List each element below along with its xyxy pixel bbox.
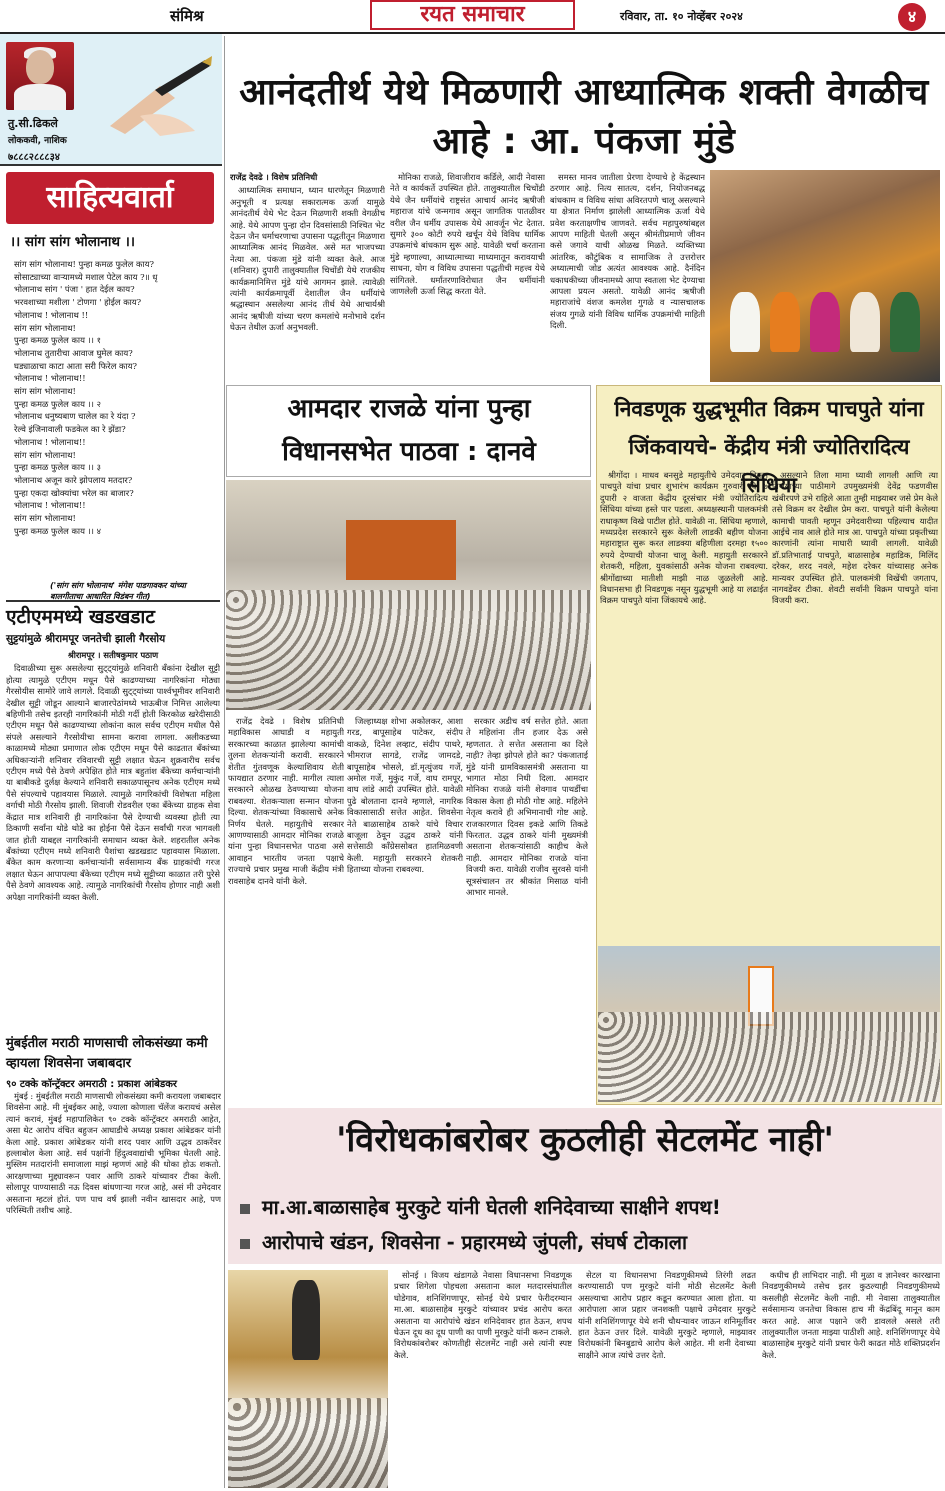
newspaper-name: रयत समाचार (370, 0, 575, 30)
column-divider (224, 36, 225, 1488)
virodh-col-1-text: सोनई । विजय खंडागळे नेवासा विधानसभा निवडणूक प्रचार शिगेला पोहचला असताना काल मतदारसंघातील घोडेगाव, शनिशिंगणापूर, सोनई येथे प्रचार फेरीदरम्यान मा.आ. बाळासाहेब मुरकुटे यांच्यावर प्रचंड आरोप करत असताना या आरोपांचे खंडन शनिदेवावर हात ठेऊन, शपथ घेऊन दूध का दूध पाणी का पाणी मुरकुटे यांनी करुन टाकले. विरोधकांबरोबर कोणतीही सेटलमेंट नाही असे त्यांनी स्पष्ट केले. (394, 1270, 572, 1360)
atm-byline: श्रीरामपूर । सतीषकुमार पठाण (67, 650, 159, 660)
author-phone: ७८८८२८८८३४ (8, 152, 60, 163)
poem-line: पुन्हा कमळ फुलेल काय ।। ४ (14, 525, 101, 536)
page-number: ४ (898, 3, 926, 31)
main-col-1-text: आध्यात्मिक समाधान, ध्यान धारणेतून मिळणारी अनुभूती व प्रत्यक्ष सकारात्मक ऊर्जा यामुळे आनंदतीर्थ येथे भेट देऊन मिळणारी शक्ती वेगळीच आहे. येथे आपण पुन्हा दोन दिवसांसाठी निश्चित भेट देऊन जैन धर्माचरणाचा उपासना पद्धतीतून मिळणारा आध्यात्मिक आनंद मिळवेल. असे मत भाजपच्या नेत्या आ. पंकजा मुंडे यांनी व्यक्त केले. आज (शनिवार) दुपारी तालुक्यातील चिचोंडी येथे राजकीय कार्यक्रमानिमित्त मुंडे यांचे आगमन झाले. त्यावेळी त्यांनी कार्यक्रमापूर्वी देशातील जैन धर्मीयांचे श्रद्धास्थान असलेल्या आनंद तीर्थ येथे आचार्यश्री आनंद ऋषीजी यांच्या चरण कमलांचे मनोभावे दर्शन घेऊन तेथील ऊर्जा अनुभवली. (230, 185, 385, 333)
poem-line: सांग सांग भोलानाथ! (14, 322, 76, 333)
mumbai-article (6, 1091, 221, 1486)
poem-line: पुन्हा एकदा खोक्यांचा भरेल का बाजार? (14, 487, 134, 498)
scindia-article-col-1 (600, 470, 768, 945)
poem-line: सांग सांग भोलानाथ! पुन्हा कमळ फुलेल काय? (14, 259, 154, 269)
poem-line: भोलानाथ अजून कारे झोपलाय मतदार? (14, 474, 133, 485)
danve-rally-photo (226, 480, 591, 710)
main-story-photo (710, 170, 940, 382)
poem-line: भोलानाथ सांग ' पंजा ' हात देईल काय? (14, 284, 135, 295)
scindia-col-1-text: श्रीगोंदा । माधव बनसुडे महायुतीचे उमेदवार विक्रम पाचपुते यांचा प्रचार शुभारंभ कार्यक्रम गुरुवारी दि. ७ दुपारी २ वाजता केंद्रीय दूरसंचार मंत्री ज्योतिरादित्य सिंधिया यांच्या हस्ते पार पडला. अध्यक्षस्थानी पालकमंत्री राधाकृष्ण विखे पाटील होते. यावेळी ना. सिंधिया म्हणाले, मध्यप्रदेश सरकारने सुरू केलेली लाडकी बहीण योजना महाराष्ट्रात सुरू करत लाडक्या बहिणीला दरमहा १५०० रुपये देण्याची योजना चालू केली. महायुती सरकारने शेतकरी, महिला, युवकांसाठी अनेक योजना राबवल्या. श्रीगोंद्याच्या मातीशी माझी नाळ जुळलेली आहे. विधानसभा ही निवडणूक नसून युद्धभूमी आहे या लढाईत विक्रम पाचपुते यांना जिंकायचे आहे. (600, 470, 768, 606)
virodh-article-col-1 (394, 1270, 572, 1488)
shani-temple-photo (228, 1270, 388, 1488)
virodh-bullet-2-text: आरोपाचे खंडन, शिवसेना - प्रहारमध्ये जुंपली, संघर्ष टोकाला (262, 1231, 688, 1254)
mumbai-headline: मुंबईतील मराठी माणसाची लोकसंख्या कमी व्हायला शिवसेना जबाबदार (6, 1036, 208, 1071)
poem-line: भोलानाथ धनुष्यबाण चालेल का रे यंदा ? (14, 411, 136, 422)
main-article-col-1 (230, 172, 385, 380)
poem-line: सांग सांग भोलानाथ! (14, 513, 76, 524)
danve-article-col-1 (228, 716, 344, 1091)
main-col-3-text: समस्त मानव जातीला प्रेरणा देण्याचे हे केंद्रस्थान ठरणार आहे. नित्य सातत्य, दर्शन, नियोजनबद्ध बांधकाम व विविध सांधा अविरतपणे चालू असल्याने या क्षेत्रात निर्माण झालेली आध्यात्मिक ऊर्जा येथे प्रवेश करताक्षणीच जाणवते. सर्वच महापुरुषांबद्दल आपण माहिती घेतली असून श्रीमंतीप्रमाणे जीवन कसे जगावे याची ओळख मिळते. व्यक्तिच्या आंतरिक, कौटुंबिक व सामाजिक ते उत्तरोत्तर अध्यात्माची जोड अत्यंत आवश्यक आहे. दैनंदिन धकाधकीच्या जीवनामध्ये आपा स्वतःला भेट देण्याचा आपला प्रयत्न असतो. यावेळी आनंद ऋषीजी महाराजांचे वंशज कमलेश गुगळे व न्यासचालक संजय गुगळे यांनी विविध धार्मिक उपक्रमांची माहिती दिली. (550, 172, 705, 331)
atm-subhead: सुट्टयांमुळे श्रीरामपूर जनतेची झाली गैरसोय (6, 633, 166, 645)
pen-hand-icon (100, 56, 215, 136)
scindia-col-2-text: असल्याने तिला मामा घ्यावी लागली आणि त्या निर्णयाच्या पाठीमागे उपमुख्यमंत्री देवेंद्र फडणवीस खंबीरपणे उभे राहिले आता तुम्ही माझ्याबर जसे प्रेम केले तसे विक्रम वर देखील प्रेम करा. पाचपुते यांनी केलेल्या कामाची पावती म्हणून उमेदवारीच्या पहिल्याच यादीत आईचे नाव आले होते मात्र आ. पाचपुते यांच्या प्रकृतीच्या कारणांनी त्यांना माघारी घ्यावी लागली. यावेळी डॉ.प्रतिभाताई पाचपुते, बाळासाहेब महाडिक, मिलिंद दरेकर, शरद नवले, महेश दरेकर यांच्यासह अनेक मान्यवर उपस्थित होते. पालकमंत्री विखेंची जगताप, नागवडेंवर टीका. शेवटी सर्वांनी विक्रम पाचपुते यांना विजयी करा. (772, 470, 938, 606)
poem-line: भोलानाथ ! भोलानाथ!! (14, 500, 86, 511)
scindia-headline: निवडणूक युद्धभूमीत विक्रम पाचपुते यांना जिंकवायचे- केंद्रीय मंत्री ज्योतिरादित्य सिंधिया (614, 397, 924, 497)
virodh-bullet-2 (240, 1229, 940, 1257)
poem-line: भोलानाथ ! भोलानाथ!! (14, 373, 86, 384)
virodh-article-col-3 (762, 1270, 940, 1488)
author-place: लोककवी, नाशिक (8, 136, 67, 146)
main-article-col-2 (390, 172, 545, 380)
scindia-rally-photo (598, 946, 940, 1102)
main-headline: आनंदतीर्थ येथे मिळणारी आध्यात्मिक शक्ती वेगळीच आहे : आ. पंकजा मुंडे (239, 72, 929, 162)
main-byline: राजेंद्र देवढे । विशेष प्रतिनिधी (230, 172, 318, 182)
poem-line: भरवशाच्या मशीला ' टोणगा ' होईल काय? (14, 297, 142, 308)
main-article-col-3 (550, 172, 705, 380)
danve-col-3-text: सरकार अडीच वर्ष सत्तेत होते. आता ते महिलांना तीन हजार देऊ असे म्हणतात. ते सत्तेत असताना का दिले नाही? तेव्हा झोपले होते का? पंकजाताई मुंडे यांनी ग्रामविकासमंत्री असताना या भागात मोठा निधी दिला. आमदार मोनिका राजळे यांनी शेवगाव पाथर्डीचा विकास केला ही मोठी गोष्ट आहे. महिलेने नेतृत्व करावे ही अभिमानाची गोष्ट आहे. राजकारणात दिवस इकडे आणि तिकडे फिरतात. उद्धव ठाकरे यांनी मुख्यमंत्री असताना शेतकऱ्यांसाठी काहीच केले नाही. आमदार मोनिका राजळे यांना विजयी करा. यावेळी राजीव सुरवसे यांनी सूत्रसंचालन तर श्रीकांत मिसाळ यांनी आभार मानले. (466, 716, 588, 898)
sahitya-banner: साहित्यवार्ता (6, 172, 214, 224)
virodh-bullet-1 (240, 1194, 940, 1222)
poem-line: सोसाट्याच्या वाऱ्यामध्ये मशाल पेटेल काय ?॥ धृ (14, 271, 158, 282)
bullet-square-icon (240, 1239, 250, 1249)
poem-line: भोलानाथ ! भोलानाथ!! (14, 436, 86, 447)
mumbai-subhead: ९० टक्के कॉन्ट्रॅक्टर अमराठी : प्रकाश आंबेडकर (6, 1079, 177, 1090)
atm-headline: एटीएममध्ये खडखडाट (6, 600, 220, 628)
virodh-article-col-2 (578, 1270, 756, 1488)
poem-line: भोलानाथ ! भोलानाथ !! (14, 309, 89, 320)
virodh-col-3-text: कधीच ही लाभिदार नाही. मी मुळा व ज्ञानेश्वर कारखाना निवडणुकीमध्ये तसेच इतर कुठल्याही निवडणुकीमध्ये कसलीही सेटलमेंट केली नाही. मी नेवासा तालुक्यातील सर्वसामान्य जनतेचा विकास हाच मी केंद्रबिंदू मानून काम करत आहे. आज पक्षाने जरी डावलले असले तरी तालुक्यातील जनता माझ्या पाठीशी आहे. शनिशिंगणापूर येथे बाळासाहेब मुरकुटे यांनी प्रचार फेरी काढत मोठे शक्तिप्रदर्शन केले. (762, 1270, 940, 1360)
poem-credit: ('सांग सांग भोलानाथ' मंगेश पाडगावकर यांच्या बालगीताचा आधारित विडंबन गीत) (50, 581, 186, 601)
poem-line: सांग सांग भोलानाथ! (14, 449, 76, 460)
virodh-headline: 'विरोधकांबरोबर कुठलीही सेटलमेंट नाही' (336, 1120, 834, 1160)
dateline: रविवार, ता. १० नोव्हेंबर २०२४ (620, 10, 743, 23)
author-photo (6, 42, 74, 110)
author-name: तु.सी.ढिकले (8, 117, 58, 130)
bullet-square-icon (240, 1204, 250, 1214)
virodh-col-2-text: सेटल या विधानसभा निवडणुकीमध्ये तिरंगी लढत करण्यासाठी पण मुरकुटे यांनी मोठी सेटलमेंट केली असल्याचा आरोप प्रहार कडून करण्यात आला होता. या आरोपाला आज प्रहार जनशक्ती पक्षाचे उमेदवार मुरकुटे यांनी शनिशिंगणापूर येथे शनी चौथऱ्यावर जाऊन शनिमूर्तीवर हात ठेऊन उत्तर दिले. यावेळी मुरकुटे म्हणाले, माझ्यावर विरोधकांनी बिनबुडाचे आरोप केले आहेत. मी शनी देवाच्या साक्षीने आज त्यांचे उत्तर देतो. (578, 1270, 756, 1360)
section-label: संमिश्र (170, 7, 204, 25)
atm-body-text: दिवाळीच्या सुरू असलेल्या सुट्ट्यांमुळे शनिवारी बँकांना देखील सुट्टी होत्या त्यामुळे एटीएम मधून पैसे काढण्याच्या नागरिकांना मोठ्या गैरसोयीस सामोरे जावे लागले. दिवाळी सुट्ट्यांच्या पार्श्वभूमीवर शनिवारी देखील सुट्टी जोडून आल्याने बाजारपेठांमध्ये भाऊबीज निमित्त आलेल्या बहिणीनी तसेच इतरही नागरिकांनी मोठी गर्दी होती किरकोळ खरेदीसाठी एटीएम मधून पैसे काढण्याच्या लोकांना काल सर्वच एटीएम मधील पैसे संपले असल्याने गैरसोयीचा सामना करावा लागला. अलीकडच्या काळामध्ये मोठ्या प्रमाणात लोक एटीएम मधून पैसे काढतात बँकांच्या अधिकाऱ्यांनी शनिवार रविवारची सुट्टी लक्षात घेऊन शुक्रवारीच सर्वच एटीएम मध्ये पैसे ठेवणे अपेक्षित होते मात्र बहुतांश बँकेच्या कर्मचाऱ्यांनी या बाबीकडे दुर्लक्ष केल्याने शनिवारी सकाळपासूनच अनेक एटीएम मध्ये पैसे संपल्याचे पहावयास मिळाले. त्यामुळे नागरिकांची विशेषता महिला वर्गाची मोठी गैरसोय झाली. शिवाजी रोडवरील एका बँकेच्या ग्राहक सेवा केंद्रात मात्र शनिवारी ही नागरिकांना पैसे देण्याची व्यवस्था होती त्या ठिकाणी सर्वांना थोडे थोडे का होईना पैसे देऊन सर्वांची गरज भागवली जात होती याबद्दल नागरिकांनी समाधान व्यक्त केले. शहरातील अनेक बँकांच्या एटीएम मध्ये शनिवारी पैशांचा खडखडाट पहावयास मिळाला. बँकेत काम करणाऱ्या कर्मचाऱ्यांनी सर्वसामान्य बँक ग्राहकांची गरज लक्षात घेऊन आपापल्या बँकेच्या एटीएम मध्ये सुट्टीच्या काळात तरी पुरेसे पैसे ठेवणे आवश्यक आहे. त्यामुळे नागरिकांची गैरसोय होणार नाही अशी अपेक्षा नागरिकांनी व्यक्त केली. (6, 663, 220, 902)
poem-line: पुन्हा कमळ फुलेल काय ।। २ (14, 398, 101, 409)
poem (14, 258, 220, 537)
poem-line: घड्याळाचा काटा आता सरी फिरेल काय? (14, 360, 137, 371)
poem-line: भोलानाथ तुतारीचा आवाज घुमेल काय? (14, 347, 133, 358)
danve-col-2-text: जिल्हाध्यक्ष शोभा अकोलकर, आशा गरड, बापूसाहेब पाटेकर, संदीप वाकळे, दिनेश लव्हाट, संदीप पाथरे, भीमराज सागडे, राजेंद्र जामदडे, बापूसाहेब भोसले, डॉ.मृत्युंजय गर्जे, अमोल गर्जे, मुकुंद गर्जे, वाघ रामपूर, वाघ लांडे आदी उपस्थित होते. यावेळी पुढे बोलताना दानवे म्हणाले, नागरिक विकासासाठी सत्तेत आहेत. शिवसेना नेते बाळासाहेब ठाकरे यांचे विचार बाजूला ठेवून उद्धव ठाकरे यांनी सत्तेसाठी काँग्रेससोबत हातमिळवणी केली. महायुती सरकारने शेतकरी हिताच्या योजना राबवल्या. (347, 716, 463, 875)
main-col-2-text: मोनिका राजळे, शिवाजीराव कर्डिले, आदी नेवासा नेते व कार्यकर्ते उपस्थित होते. तालुक्यातील चिचोंडी येथे जैन धर्मीयांचे राष्ट्रसंत आचार्य आनंद ऋषीजी महाराज यांचे जन्मगाव असून जागतिक पातळीवर वरील जैन धर्मीय उपासक येथे आवर्जून भेट देतात. सुमारे ३०० कोटी रुपये खर्चून येथे विविध धार्मिक उपक्रमांचे बांधकाम सुरू आहे. यावेळी चर्चा करताना मुंडे म्हणाल्या, आध्यात्माच्या माध्यमातून करावयाची साधना, योग व विविध उपासना पद्धतीची महत्त्व येथे सांगितले. धर्मांतरणाविरोधात जैन धर्मीयांनी जाणलेली ऊर्जा सिद्ध करता येते. (390, 172, 545, 297)
danve-article-col-2 (347, 716, 463, 1091)
danve-headline: आमदार राजळे यांना पुन्हा विधानसभेत पाठवा : दानवे (282, 394, 536, 467)
mumbai-body-text: मुंबई : मुंबईतील मराठी माणसाची लोकसंख्या कमी करायला जबाबदार शिवसेना आहे. मी मुंबईकर आहे, ज्याला कोणाला चॅलेंज करायचं असेल त्यानं करावं, मुंबई महापालिकेत ९० टक्के कॉन्ट्रॅक्टर अमराठी आहेत, असा थेट आरोप वंचित बहुजन आघाडीचे अध्यक्ष प्रकाश आंबेडकर यांनी केला आहे. प्रकाश आंबेडकर यांनी शरद पवार आणि उद्धव ठाकरेंवर हल्लाबोल केला आहे. सर्व पक्षांनी हिंदुत्ववाद्यांची भूमिका घेतली आहे. मुस्लिम मतदारांनी समाजाला माझं म्हणणं आहे की धोका होऊ शकतो. आरक्षणाच्या मुद्द्यावरून पवार आणि ठाकरे यांच्यावर टीका केली. सोलापूर पाण्यासाठी नऊ दिवस बांधणाऱ्या गरज आहे, असं मी उमेदवार असताना म्हटलं होतं. पण पाच वर्षं झाली नवीन खासदार आहे, पण परिस्थिती तशीच आहे. (6, 1091, 221, 1216)
poem-line: पुन्हा कमळ फुलेल काय ।। १ (14, 335, 101, 346)
poem-title: ।। सांग सांग भोलानाथ ।। (10, 234, 135, 250)
author-box (0, 34, 222, 166)
poem-line: सांग सांग भोलानाथ! (14, 386, 76, 397)
poem-line: पुन्हा कमळ फुलेल काय ।। ३ (14, 462, 101, 473)
scindia-article-col-2 (772, 470, 938, 945)
poem-line: रेल्वे इंजिनावाली फडकेल का रे झेंडा? (14, 424, 126, 435)
danve-article-col-3 (466, 716, 588, 1091)
danve-col-1-text: राजेंद्र देवढे । विशेष प्रतिनिधी महाविकास आघाडी व महायुती सरकारच्या काळात झालेल्या कामांची तुलना शेतकऱ्यांनी करावी. सरकारने शेतीत गुंतवणूक केल्याशिवाय शेती फायद्यात ठरणार नाही. मागील त्याला सरकारने ओळख ठेवण्याच्या योजना राबवल्या. शेतकऱ्याला सन्मान योजना दिल्या. शेतकऱ्यांच्या विकासाचे अनेक निर्णय घेतले. महायुतीचे सरकार आणण्यासाठी आमदार मोनिका राजळे यांना पुन्हा विधानसभेत पाठवा असे आवाहन भारतीय जनता पक्षाचे राज्याचे प्रचार प्रमुख माजी केंद्रीय मंत्री रावसाहेब दानवे यांनी केले. (228, 716, 344, 886)
virodh-bullet-1-text: मा.आ.बाळासाहेब मुरकुटे यांनी घेतली शनिदेवाच्या साक्षीने शपथ! (262, 1196, 721, 1219)
atm-article (6, 650, 220, 1028)
